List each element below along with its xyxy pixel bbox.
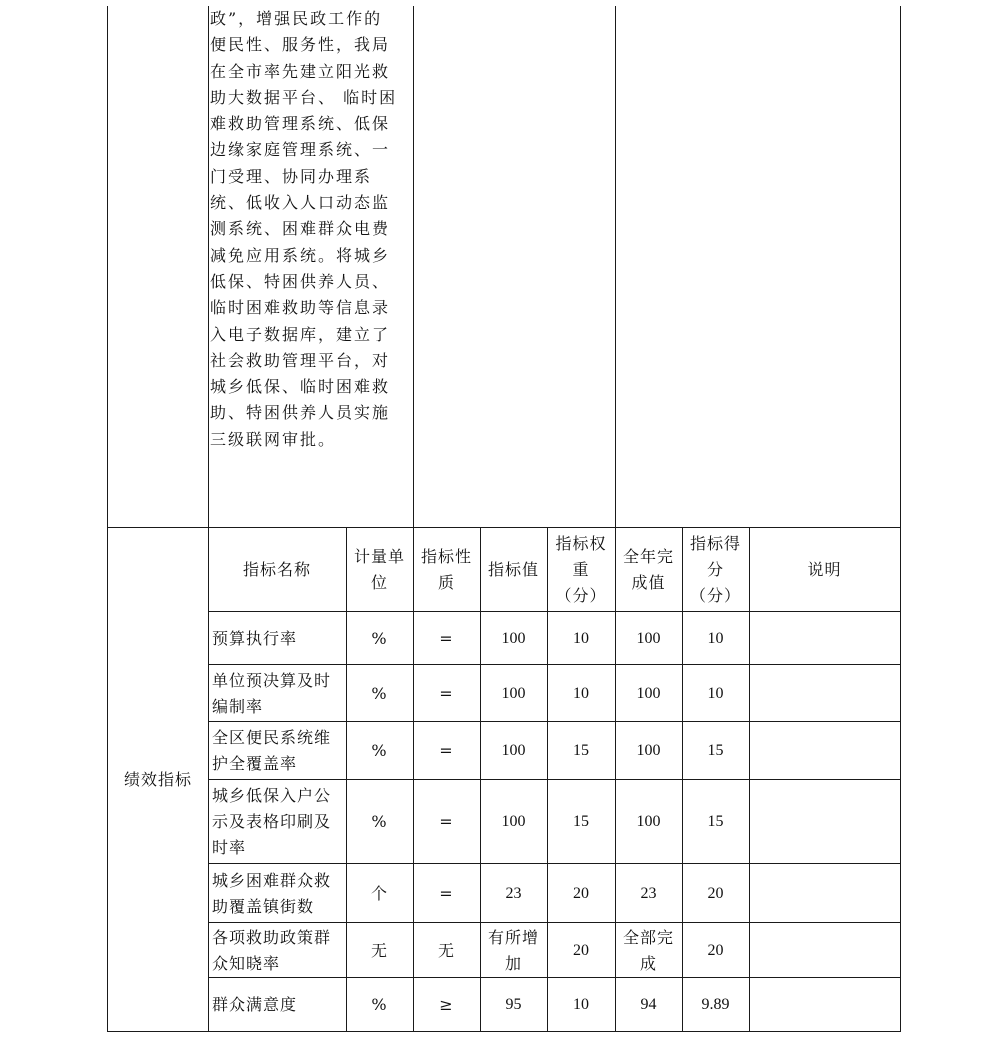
indicator-name bbox=[208, 665, 346, 722]
indicator-name-line: 各项救助政策群 bbox=[212, 927, 332, 947]
header-note-text: 说明 bbox=[807, 560, 842, 579]
target-value-line: 100 bbox=[501, 629, 526, 647]
score-text: 20 bbox=[707, 884, 724, 902]
indicator-name-line: 众知晓率 bbox=[212, 953, 281, 973]
header-note bbox=[749, 528, 900, 612]
completed-line: 成 bbox=[639, 953, 657, 973]
target-value-cell bbox=[480, 665, 547, 722]
nature-text: = bbox=[439, 628, 454, 648]
target-value-cell bbox=[480, 612, 547, 665]
description-line: 入电子数据库，建立了 bbox=[210, 324, 391, 344]
completed-line: 全部完 bbox=[622, 927, 674, 947]
column-divider bbox=[413, 6, 414, 528]
header-completed-line: 全年完 bbox=[622, 547, 674, 566]
weight-cell bbox=[547, 722, 615, 780]
completed-cell bbox=[615, 722, 682, 780]
indicator-name-line: 全区便民系统维 bbox=[212, 728, 332, 747]
weight-cell bbox=[547, 864, 615, 923]
section-divider bbox=[107, 527, 901, 528]
nature-cell bbox=[413, 722, 480, 780]
row-divider bbox=[208, 977, 901, 978]
target-value-cell bbox=[480, 978, 547, 1031]
completed-cell bbox=[615, 923, 682, 978]
description-line: 减免应用系统。将城乡 bbox=[210, 245, 391, 265]
row-divider bbox=[208, 664, 901, 665]
completed-cell bbox=[615, 612, 682, 665]
row-divider bbox=[208, 779, 901, 780]
unit-cell bbox=[346, 665, 413, 722]
description-line: 边缘家庭管理系统、一 bbox=[210, 140, 391, 160]
unit-cell bbox=[346, 780, 413, 864]
note-cell bbox=[749, 612, 900, 665]
header-weight-line: 指标权 bbox=[555, 534, 607, 553]
note-cell bbox=[749, 780, 900, 864]
weight-text: 20 bbox=[573, 941, 589, 959]
completed-cell bbox=[615, 665, 682, 722]
completed-line: 94 bbox=[640, 995, 657, 1013]
score-cell bbox=[682, 780, 749, 864]
header-score-line: 指标得 bbox=[689, 534, 741, 553]
header-score-line: （分） bbox=[689, 586, 741, 605]
header-score bbox=[682, 528, 749, 612]
unit-cell bbox=[346, 722, 413, 780]
unit-text: % bbox=[371, 994, 388, 1014]
weight-cell bbox=[547, 923, 615, 978]
description-line: 三级联网审批。 bbox=[210, 429, 337, 449]
unit-text: % bbox=[371, 628, 388, 648]
weight-text: 15 bbox=[573, 742, 589, 759]
column-divider bbox=[615, 6, 616, 528]
column-divider bbox=[208, 6, 209, 1032]
indicator-name-line: 单位预决算及时 bbox=[212, 670, 332, 690]
nature-cell bbox=[413, 780, 480, 864]
unit-cell bbox=[346, 864, 413, 923]
weight-text: 10 bbox=[573, 684, 589, 702]
weight-text: 20 bbox=[573, 884, 589, 902]
description-line: 门受理、协同办理系 bbox=[210, 166, 373, 186]
nature-cell bbox=[413, 665, 480, 722]
completed-cell bbox=[615, 978, 682, 1031]
nature-text: = bbox=[439, 812, 454, 831]
indicator-name bbox=[208, 923, 346, 978]
target-value-line: 100 bbox=[501, 684, 526, 702]
target-value-line: 95 bbox=[505, 995, 522, 1013]
table-border-right bbox=[900, 6, 901, 1032]
indicator-name-line: 群众满意度 bbox=[212, 994, 298, 1014]
section-label bbox=[108, 528, 208, 1031]
description-line: 测系统、困难群众电费 bbox=[210, 219, 391, 239]
weight-cell bbox=[547, 978, 615, 1031]
note-cell bbox=[749, 923, 900, 978]
description-line: 难救助管理系统、低保 bbox=[210, 114, 391, 134]
score-text: 9.89 bbox=[701, 995, 730, 1013]
unit-cell bbox=[346, 612, 413, 665]
header-nature-line: 质 bbox=[437, 573, 455, 592]
header-score-line: 分 bbox=[706, 560, 724, 579]
score-cell bbox=[682, 923, 749, 978]
score-cell bbox=[682, 978, 749, 1031]
note-cell bbox=[749, 978, 900, 1031]
header-nature-line: 指标性 bbox=[420, 547, 472, 566]
indicator-name-line: 护全覆盖率 bbox=[212, 754, 298, 773]
completed-cell bbox=[615, 864, 682, 923]
indicator-name-line: 助覆盖镇街数 bbox=[212, 896, 315, 916]
nature-cell bbox=[413, 978, 480, 1031]
indicator-name-line: 编制率 bbox=[212, 696, 264, 716]
score-cell bbox=[682, 612, 749, 665]
unit-text: 个 bbox=[370, 883, 388, 903]
unit-text: % bbox=[371, 741, 388, 760]
row-divider bbox=[208, 922, 901, 923]
score-text: 10 bbox=[707, 684, 724, 702]
target-value-cell bbox=[480, 780, 547, 864]
indicator-name bbox=[208, 722, 346, 780]
indicator-name-line: 城乡低保入户公 bbox=[212, 786, 332, 805]
header-indicator-name bbox=[208, 528, 346, 612]
weight-cell bbox=[547, 612, 615, 665]
weight-cell bbox=[547, 780, 615, 864]
header-unit-line: 位 bbox=[370, 573, 388, 592]
unit-text: % bbox=[371, 812, 388, 831]
nature-text: = bbox=[439, 741, 454, 760]
description-line: 临时困难救助等信息录 bbox=[210, 298, 391, 318]
weight-text: 15 bbox=[573, 813, 589, 830]
score-text: 20 bbox=[707, 941, 724, 959]
column-divider bbox=[682, 528, 683, 1032]
completed-line: 100 bbox=[636, 813, 661, 830]
header-nature bbox=[413, 528, 480, 612]
note-cell bbox=[749, 665, 900, 722]
row-divider bbox=[208, 611, 901, 612]
weight-text: 10 bbox=[573, 629, 589, 647]
target-value-cell bbox=[480, 923, 547, 978]
column-divider bbox=[413, 528, 414, 1032]
nature-text: 无 bbox=[437, 940, 455, 960]
target-value-line: 23 bbox=[505, 884, 522, 902]
note-cell bbox=[749, 864, 900, 923]
completed-line: 23 bbox=[640, 884, 657, 902]
header-indicator-name-text: 指标名称 bbox=[242, 560, 311, 579]
indicator-name-line: 城乡困难群众救 bbox=[212, 870, 332, 890]
target-value-cell bbox=[480, 864, 547, 923]
description-line: 助大数据平台、 临时困 bbox=[210, 87, 398, 107]
description-line: 统、低收入人口动态监 bbox=[210, 193, 391, 213]
description-line: 低保、特困供养人员、 bbox=[210, 271, 391, 291]
score-text: 10 bbox=[707, 629, 724, 647]
description-line: 便民性、服务性，我局 bbox=[210, 35, 391, 55]
description-line: 在全市率先建立阳光救 bbox=[210, 61, 391, 81]
section-label-text: 绩效指标 bbox=[123, 769, 192, 789]
completed-line: 100 bbox=[636, 629, 661, 647]
header-target-value bbox=[480, 528, 547, 612]
unit-text: % bbox=[371, 683, 388, 703]
score-cell bbox=[682, 665, 749, 722]
row-divider bbox=[208, 863, 901, 864]
header-target-value-text: 指标值 bbox=[487, 560, 539, 579]
indicator-name-line: 预算执行率 bbox=[212, 628, 298, 648]
score-text: 15 bbox=[707, 813, 724, 830]
indicator-name-line: 示及表格印刷及 bbox=[212, 812, 332, 831]
header-unit-line: 计量单 bbox=[353, 547, 405, 566]
note-cell bbox=[749, 722, 900, 780]
indicator-name-line: 时率 bbox=[212, 838, 247, 857]
weight-cell bbox=[547, 665, 615, 722]
target-value-line: 有所增 bbox=[487, 927, 539, 947]
completed-line: 100 bbox=[636, 684, 661, 702]
indicator-name bbox=[208, 864, 346, 923]
target-value-line: 100 bbox=[501, 813, 526, 830]
header-completed bbox=[615, 528, 682, 612]
completed-line: 100 bbox=[636, 742, 661, 759]
nature-cell bbox=[413, 923, 480, 978]
description-line: 社会救助管理平台，对 bbox=[210, 350, 391, 370]
score-cell bbox=[682, 722, 749, 780]
indicator-name bbox=[208, 612, 346, 665]
table-border-bottom bbox=[107, 1031, 901, 1032]
description-line: 城乡低保、临时困难救 bbox=[210, 377, 391, 397]
header-unit bbox=[346, 528, 413, 612]
nature-cell bbox=[413, 864, 480, 923]
indicator-name bbox=[208, 978, 346, 1031]
row-divider bbox=[208, 721, 901, 722]
header-weight bbox=[547, 528, 615, 612]
nature-cell bbox=[413, 612, 480, 665]
target-value-line: 加 bbox=[504, 953, 522, 973]
column-divider bbox=[749, 528, 750, 1032]
completed-cell bbox=[615, 780, 682, 864]
unit-cell bbox=[346, 923, 413, 978]
target-value-cell bbox=[480, 722, 547, 780]
column-divider bbox=[547, 528, 548, 1032]
column-divider bbox=[615, 528, 616, 1032]
description-line: 助、特困供养人员实施 bbox=[210, 403, 391, 423]
target-value-line: 100 bbox=[501, 742, 526, 759]
indicator-name bbox=[208, 780, 346, 864]
score-text: 15 bbox=[707, 742, 724, 759]
weight-text: 10 bbox=[573, 995, 589, 1013]
column-divider bbox=[480, 528, 481, 1032]
header-weight-line: （分） bbox=[555, 586, 607, 605]
nature-text: = bbox=[439, 683, 454, 703]
nature-text: = bbox=[439, 883, 454, 903]
unit-cell bbox=[346, 978, 413, 1031]
score-cell bbox=[682, 864, 749, 923]
header-weight-line: 重 bbox=[572, 560, 590, 579]
column-divider bbox=[346, 528, 347, 1032]
project-description bbox=[210, 6, 412, 453]
unit-text: 无 bbox=[370, 940, 388, 960]
description-line: 政”，增强民政工作的 bbox=[210, 9, 383, 28]
header-completed-line: 成值 bbox=[631, 573, 666, 592]
table-border-left bbox=[107, 6, 108, 1032]
nature-text: ≥ bbox=[439, 994, 454, 1014]
